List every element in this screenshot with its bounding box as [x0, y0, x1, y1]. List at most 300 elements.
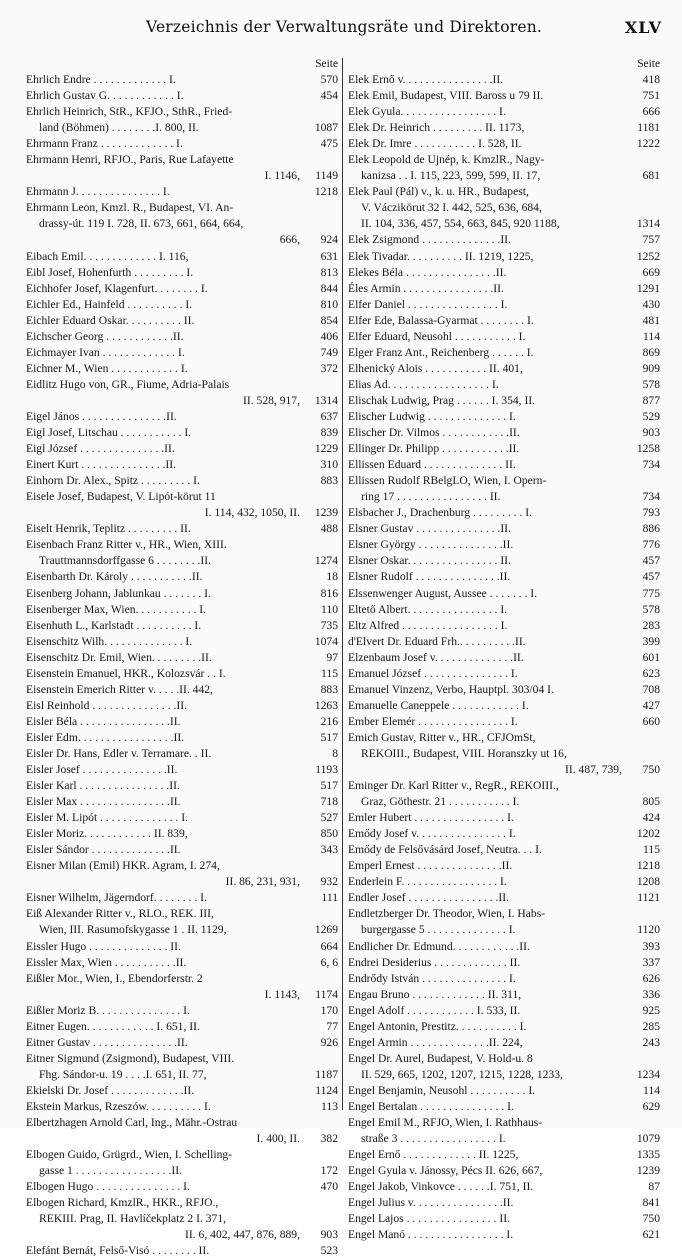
index-entry-line [26, 1067, 338, 1083]
page-ref: 454 [320, 89, 338, 103]
page-ref: 372 [320, 361, 338, 375]
index-entry-line [348, 714, 660, 730]
page-ref: 749 [320, 345, 338, 359]
index-entry-line [26, 987, 338, 1003]
column-divider [342, 58, 343, 1110]
index-entry-line [348, 1019, 660, 1035]
page-ref: 172 [320, 1164, 338, 1178]
entry-text: Engel Julius v. . . . . . . . . . . . . . . .II. [348, 1196, 514, 1210]
index-entry-line [26, 906, 338, 922]
entry-text: Einhorn Dr. Alex., Spitz . . . . . . . . . I. [26, 474, 200, 488]
index-entry-line [26, 762, 338, 778]
entry-text: II. 86, 231, 931, [225, 875, 300, 889]
entry-text: Endler Josef . . . . . . . . . . . . . . . .II. [348, 891, 509, 905]
index-entry-line [26, 265, 338, 281]
entry-text: Engel Lajos . . . . . . . . . . . . . . . . II. [348, 1212, 510, 1226]
entry-text: Ekielski Dr. Josef . . . . . . . . . . . . .II. [26, 1083, 195, 1097]
page-ref: 470 [320, 1180, 338, 1194]
index-entry-line [348, 634, 660, 650]
page-ref: 1263 [314, 698, 338, 712]
entry-text: Eichmayer Ivan . . . . . . . . . . . . . I. [26, 345, 185, 359]
index-entry-line [348, 922, 660, 938]
page-ref: 637 [320, 409, 338, 423]
index-entry-line [348, 1147, 660, 1163]
index-entry-line [26, 618, 338, 634]
page-ref: 77 [326, 1019, 338, 1033]
index-entry-line [26, 72, 338, 88]
index-entry-line [26, 537, 338, 553]
entry-text: II. 528, 917, [243, 393, 300, 407]
page-ref: 343 [320, 843, 338, 857]
index-entry-line [348, 409, 660, 425]
entry-text: Elger Franz Ant., Reichenberg . . . . . . I. [348, 345, 534, 359]
page-ref: 883 [320, 474, 338, 488]
index-entry-line [348, 1067, 660, 1083]
page-ref: 488 [320, 522, 338, 536]
page-ref: 114 [643, 329, 660, 343]
index-entry-line [348, 553, 660, 569]
entry-text: Ellissen Rudolf RBelgLO, Wien, I. Opern- [348, 474, 547, 488]
index-entry-line [348, 168, 660, 184]
right-column [348, 56, 660, 1243]
index-entry-line [26, 1035, 338, 1051]
entry-text: Eltz Alfred . . . . . . . . . . . . . . . . . I. [348, 618, 508, 632]
entry-text: Eichscher Georg . . . . . . . . . . . .II. [26, 329, 184, 343]
index-entry-line [348, 586, 660, 602]
index-entry-line [348, 200, 660, 216]
index-entry-line [348, 698, 660, 714]
entry-text: Ekstein Markus, Rzeszów. . . . . . . . . . I. [26, 1100, 211, 1113]
index-entry-line [348, 602, 660, 618]
entry-text: Eissler Hugo . . . . . . . . . . . . . . II. [26, 939, 181, 953]
index-entry-line [26, 88, 338, 104]
index-entry-line [348, 955, 660, 971]
entry-text: Ehrmann Leon, Kmzl. R., Budapest, VI. An- [26, 201, 234, 215]
page-ref: 115 [321, 666, 338, 680]
entry-text: Eisler Sándor . . . . . . . . . . . . . .II. [26, 843, 181, 857]
page-ref: 1269 [314, 923, 338, 937]
index-entry-line [26, 810, 338, 826]
index-entry-line [348, 72, 660, 88]
entry-text: Eisler Karl . . . . . . . . . . . . . . . .II. [26, 779, 180, 793]
page-ref: 734 [642, 458, 660, 472]
page-ref: 336 [642, 987, 660, 1001]
page-ref: 844 [320, 281, 338, 295]
entry-text: Eisenberg Johann, Jablunkau . . . . . . . I. [26, 586, 211, 600]
index-entry-line [348, 682, 660, 698]
entry-text: Ehrlich Heinrich, StR., KFJO., SthR., Fried- [26, 105, 233, 119]
index-entry-line [26, 184, 338, 200]
index-entry-line [26, 746, 338, 762]
entry-text: Eminger Dr. Karl Ritter v., RegR., REKOIII., [348, 779, 559, 793]
page-ref: 926 [320, 1035, 338, 1049]
entry-text: Eisenschitz Wilh. . . . . . . . . . . . . . I. [26, 634, 193, 648]
page-ref: 18 [326, 570, 338, 584]
page-ref: 734 [642, 490, 660, 504]
index-entry-line [348, 216, 660, 232]
entry-text: Engel Manó . . . . . . . . . . . . . . . . . I. [348, 1228, 514, 1242]
index-entry-line [26, 1243, 338, 1259]
page-ref: 427 [642, 698, 660, 712]
entry-text: Eisl Reinhold . . . . . . . . . . . . . . .II. [26, 698, 188, 712]
page-ref: 708 [642, 682, 660, 696]
entry-text: Emich Gustav, Ritter v., HR., CFJOmSt, [348, 730, 536, 744]
index-entry-line [348, 361, 660, 377]
entry-text: Éles Armin . . . . . . . . . . . . . . . .II. [348, 281, 504, 295]
index-entry-line [26, 313, 338, 329]
index-entry-line [348, 313, 660, 329]
entry-text: Eisenstein Emanuel, HKR., Kolozsvár . . I. [26, 666, 226, 680]
page-ref: 925 [642, 1003, 660, 1017]
index-entry-line [348, 858, 660, 874]
index-entry-line [348, 249, 660, 265]
entry-text: Elsner Rudolf . . . . . . . . . . . . . . .II. [348, 570, 511, 584]
entry-text: Ellinger Dr. Philipp . . . . . . . . . . . .II. [348, 442, 520, 456]
index-entry-line [26, 698, 338, 714]
index-entry-line [348, 1227, 660, 1243]
index-entry-line [348, 1099, 660, 1115]
index-entry-line [26, 281, 338, 297]
page-ref: 527 [320, 811, 338, 825]
page-ref: 1174 [315, 987, 338, 1001]
index-entry-line [26, 939, 338, 955]
page-ref: 570 [320, 73, 338, 86]
index-entry-line [26, 409, 338, 425]
page-ref: 424 [642, 811, 660, 825]
page-ref: 8 [332, 746, 338, 760]
index-entry-line [26, 1131, 338, 1147]
page-ref: 1218 [314, 185, 338, 199]
page-ref: 666 [642, 105, 660, 119]
entry-text: Elek Emil, Budapest, VIII. Baross u 79 II. [348, 89, 544, 103]
page-ref: 669 [642, 265, 660, 279]
index-entry-line [348, 1051, 660, 1067]
index-entry-line [26, 377, 338, 393]
page-ref: 810 [320, 297, 338, 311]
entry-text: drassy-út. 119 I. 728, II. 673, 661, 664, 664, [39, 217, 244, 231]
entry-text: burgergasse 5 . . . . . . . . . . . . . . I. [361, 923, 516, 937]
entry-text: Elek Ernő v. . . . . . . . . . . . . . . .II. [348, 73, 504, 86]
entry-text: Eisler Moriz. . . . . . . . . . . . II. 839, [26, 827, 188, 841]
entry-text: Elzenbaum Josef v. . . . . . . . . . . . . .II. [348, 650, 524, 664]
page-ref: 523 [320, 1244, 338, 1258]
page-ref: 751 [642, 89, 660, 103]
page-ref: 1087 [314, 121, 338, 135]
page-ref: 660 [642, 714, 660, 728]
entry-text: Eichler Eduard Oskar. . . . . . . . . . II. [26, 313, 195, 327]
page-ref: 1274 [314, 554, 338, 568]
index-entry-line [348, 666, 660, 682]
index-entry-line [26, 1051, 338, 1067]
entry-text: V. Váczikörut 32 I. 442, 525, 636, 684, [361, 201, 542, 215]
index-entry-line [26, 586, 338, 602]
entry-text: Eisner Wilhelm, Jägerndorf. . . . . . . . I. [26, 891, 207, 905]
page-ref: 1252 [636, 249, 660, 263]
index-entry-line [348, 569, 660, 585]
page-ref: 382 [320, 1132, 338, 1146]
index-entry-line [26, 650, 338, 666]
entry-text: Fhg. Sándor-u. 19 . . . .I. 651, II. 77, [39, 1067, 207, 1081]
entry-text: Eißler Mor., Wien, I., Ebendorferstr. 2 [26, 971, 203, 985]
entry-text: Eiselt Henrik, Teplitz . . . . . . . . . II. [26, 522, 191, 536]
entry-text: Eisler Edm. . . . . . . . . . . . . . . . .II. [26, 730, 185, 744]
entry-text: Eisner Milan (Emil) HKR. Agram, I. 274, [26, 859, 220, 873]
entry-text: Emanuel József . . . . . . . . . . . . . . . I. [348, 666, 518, 680]
entry-text: I. 400, II. [256, 1132, 300, 1146]
page-ref: 877 [642, 393, 660, 407]
page-ref: 775 [642, 586, 660, 600]
page-number: XLV [624, 18, 662, 37]
index-entry-line [26, 441, 338, 457]
page-ref: 1074 [314, 634, 338, 648]
entry-text: Elsner Gustav . . . . . . . . . . . . . . .II. [348, 522, 511, 536]
index-entry-line [348, 987, 660, 1003]
index-entry-line [26, 553, 338, 569]
index-entry-line [348, 184, 660, 200]
entry-text: Eisler Béla . . . . . . . . . . . . . . . .II. [26, 714, 181, 728]
entry-text: Elefánt Bernát, Felső-Visó . . . . . . . . II. [26, 1244, 210, 1258]
entry-text: Emődy Josef v. . . . . . . . . . . . . . . . I. [348, 827, 516, 841]
entry-text: Elssenwenger August, Aussee . . . . . . . I. [348, 586, 538, 600]
index-entry-line [348, 874, 660, 890]
entry-text: Eisenhuth L., Karlstadt . . . . . . . . . . I. [26, 618, 202, 632]
page-ref: 481 [642, 313, 660, 327]
index-entry-line [26, 874, 338, 890]
page-ref: 839 [320, 426, 338, 440]
index-entry-line [26, 120, 338, 136]
entry-text: Elbogen Hugo . . . . . . . . . . . . . . . I. [26, 1180, 190, 1194]
index-entry-line [348, 265, 660, 281]
index-entry-line [348, 473, 660, 489]
page-ref: 216 [320, 714, 338, 728]
page-ref: 664 [320, 939, 338, 953]
index-entry-line [348, 152, 660, 168]
index-entry-line [348, 136, 660, 152]
index-entry-line [348, 425, 660, 441]
page-ref: 1208 [636, 875, 660, 889]
entry-text: REKOIII., Budapest, VIII. Horanszky ut 16, [361, 746, 567, 760]
entry-text: kanizsa . . I. 115, 223, 599, 599, II. 17, [361, 169, 541, 183]
page-ref: 924 [320, 233, 338, 247]
index-entry-line [26, 1083, 338, 1099]
entry-text: Elek Paul (Pál) v., k. u. HR., Budapest, [348, 185, 529, 199]
entry-text: Engel Benjamin, Neusohl . . . . . . . . . . I. [348, 1083, 536, 1097]
entry-text: II. 487, 739, [565, 763, 622, 777]
index-entry-line [348, 457, 660, 473]
index-entry-line [26, 361, 338, 377]
page-ref: 841 [642, 1196, 660, 1210]
index-entry-line [26, 216, 338, 232]
page-ref: 457 [642, 554, 660, 568]
entry-text: Eisler Max . . . . . . . . . . . . . . . .II. [26, 795, 181, 809]
index-entry-line [348, 1083, 660, 1099]
page-ref: 517 [320, 730, 338, 744]
entry-text: Eisenstein Emerich Ritter v. . . . .II. 442, [26, 682, 213, 696]
index-entry-line [26, 489, 338, 505]
index-entry-line [348, 1211, 660, 1227]
page-ref: 1121 [637, 891, 660, 905]
page-ref: 1079 [636, 1132, 660, 1146]
index-entry-line [26, 682, 338, 698]
index-entry-line [26, 329, 338, 345]
page-ref: 1314 [314, 393, 338, 407]
entry-text: Elischer Dr. Vilmos . . . . . . . . . . . .II. [348, 426, 520, 440]
entry-text: Eisenschitz Dr. Emil, Wien. . . . . . . . .II. [26, 650, 212, 664]
page-ref: 457 [642, 570, 660, 584]
entry-text: Engel Adolf . . . . . . . . . . . . I. 533, II. [348, 1003, 521, 1017]
entry-text: ring 17 . . . . . . . . . . . . . . . . II. [361, 490, 501, 504]
page-ref: 623 [642, 666, 660, 680]
entry-text: Engel Emil M., RFJO, Wien, I. Rathhaus- [348, 1116, 543, 1130]
entry-text: Eidlitz Hugo von, GR., Fiume, Adria-Palais [26, 377, 230, 391]
page-ref: 718 [320, 795, 338, 809]
entry-text: Ehrmann Henri, RFJO., Paris, Rue Lafayette [26, 153, 234, 167]
index-entry-line [348, 104, 660, 120]
index-entry-line [26, 1179, 338, 1195]
page-ref: 621 [642, 1228, 660, 1242]
page-ref: 337 [642, 955, 660, 969]
page-ref: 1149 [315, 169, 338, 183]
entry-text: Elfer Daniel . . . . . . . . . . . . . . . . I. [348, 297, 508, 311]
page-ref: 111 [321, 891, 338, 905]
page-ref: 393 [642, 939, 660, 953]
entry-text: Ehrlich Gustav G. . . . . . . . . . . . I. [26, 89, 184, 103]
entry-text: II. 104, 336, 457, 554, 663, 845, 920 1188, [361, 217, 560, 231]
entry-text: Elfer Ede, Balassa-Gyarmat . . . . . . . . I. [348, 313, 534, 327]
entry-text: Ehrmann J. . . . . . . . . . . . . . . I. [26, 185, 170, 199]
page-ref: 578 [642, 602, 660, 616]
entry-text: Eitner Gustav . . . . . . . . . . . . . . .II. [26, 1035, 188, 1049]
page-ref: 1229 [314, 442, 338, 456]
page-ref: 750 [642, 1212, 660, 1226]
page-header [26, 18, 662, 42]
entry-text: Elhenický Alois . . . . . . . . . . . II. 401, [348, 361, 523, 375]
index-entry-line [26, 104, 338, 120]
page-ref: 475 [320, 137, 338, 151]
entry-text: Eisenberger Max, Wien. . . . . . . . . . . I. [26, 602, 207, 616]
index-entry-line [26, 666, 338, 682]
page-ref: 629 [642, 1100, 660, 1113]
entry-text: Eitner Sigmund (Zsigmond), Budapest, VIII. [26, 1051, 235, 1065]
entry-text: Engel Jakob, Vinkovce . . . . . .I. 751, II. [348, 1180, 534, 1194]
entry-text: II. 529, 665, 1202, 1207, 1215, 1228, 1233, [361, 1067, 563, 1081]
index-entry-line [348, 730, 660, 746]
entry-text: Eisenbach Franz Ritter v., HR., Wien, XIII. [26, 538, 227, 552]
entry-text: Emanuelle Caneppele . . . . . . . . . . . . I. [348, 698, 529, 712]
entry-text: Eigl József . . . . . . . . . . . . . . .II. [26, 442, 175, 456]
page-ref: 406 [320, 329, 338, 343]
page-ref: 626 [642, 971, 660, 985]
index-entry-line [348, 329, 660, 345]
entry-text: Endlicher Dr. Edmund. . . . . . . . . . . .II. [348, 939, 530, 953]
page-ref: 776 [642, 538, 660, 552]
index-entry-line [26, 232, 338, 248]
entry-text: Elbogen Richard, KmzlR., HKR., RFJO., [26, 1196, 219, 1210]
left-column [26, 56, 338, 1259]
index-entry-line [26, 634, 338, 650]
page-ref: 1193 [315, 763, 338, 777]
entry-text: I. 1146, [264, 169, 300, 183]
page-ref: 1291 [636, 281, 660, 295]
entry-text: Endrei Desiderius . . . . . . . . . . . . . II. [348, 955, 521, 969]
index-entry-line [348, 810, 660, 826]
index-entry-line [26, 152, 338, 168]
index-entry-line [26, 1211, 338, 1227]
index-entry-line [348, 746, 660, 762]
page-ref: 170 [320, 1003, 338, 1017]
index-entry-line [348, 1035, 660, 1051]
entry-text: Eissler Max, Wien . . . . . . . . . . .II. [26, 955, 187, 969]
page-ref: 757 [642, 233, 660, 247]
page-ref: 816 [320, 586, 338, 600]
entry-text: Elischak Ludwig, Prag . . . . . . I. 354, II. [348, 393, 536, 407]
entry-text: Ehrlich Endre . . . . . . . . . . . . . I. [26, 73, 176, 86]
entry-text: d'Elvert Dr. Eduard Frh.. . . . . . . . . .II. [348, 634, 526, 648]
index-entry-line [348, 618, 660, 634]
index-entry-line [348, 778, 660, 794]
entry-text: Eißler Moriz B. . . . . . . . . . . . . . . I. [26, 1003, 190, 1017]
entry-text: Eiß Alexander Ritter v., RLO., REK. III, [26, 907, 214, 921]
index-entry-line [26, 602, 338, 618]
index-entry-line [26, 457, 338, 473]
index-entry-line [26, 569, 338, 585]
index-entry-line [348, 441, 660, 457]
page-ref: 1187 [315, 1067, 338, 1081]
index-entry-line [26, 1195, 338, 1211]
page-ref: 243 [642, 1035, 660, 1049]
index-entry-line [26, 1163, 338, 1179]
page-ref: 850 [320, 827, 338, 841]
entry-text: Eisele Josef, Budapest, V. Lipót-körut 11 [26, 490, 216, 504]
left-column-header: Seite [315, 58, 338, 70]
page-ref: 310 [320, 458, 338, 472]
entry-text: Ember Elemér . . . . . . . . . . . . . . . . I. [348, 714, 518, 728]
index-entry-line [348, 377, 660, 393]
entry-text: Eisler M. Lipót . . . . . . . . . . . . . . I. [26, 811, 188, 825]
page-ref: 517 [320, 779, 338, 793]
page-ref: 1218 [636, 859, 660, 873]
index-entry-line [26, 922, 338, 938]
entry-text: gasse 1 . . . . . . . . . . . . . . . . .II. [39, 1164, 182, 1178]
page-ref: 1120 [637, 923, 660, 937]
index-entry-line [26, 971, 338, 987]
page-ref: 735 [320, 618, 338, 632]
entry-text: Elfer Eduard, Neusohl . . . . . . . . . . . I. [348, 329, 526, 343]
entry-text: Engel Antonin, Prestitz. . . . . . . . . . . I. [348, 1019, 527, 1033]
entry-text: Emler Hubert . . . . . . . . . . . . . . . . I. [348, 811, 514, 825]
entry-text: Elek Dr. Imre . . . . . . . . . . . I. 528, II. [348, 137, 522, 151]
entry-text: Elek Gyula. . . . . . . . . . . . . . . . . I. [348, 105, 506, 119]
entry-text: Elias Ad. . . . . . . . . . . . . . . . . . I. [348, 377, 499, 391]
index-entry-line [26, 794, 338, 810]
entry-text: Emperl Ernest . . . . . . . . . . . . . . .II. [348, 859, 513, 873]
index-entry-line [348, 537, 660, 553]
entry-text: Elsner Oskar. . . . . . . . . . . . . . . . II. [348, 554, 511, 568]
entry-text: Engel Gyula v. Jánossy, Pécs II. 626, 667, [348, 1164, 543, 1178]
index-entry-line [348, 826, 660, 842]
entry-text: Eisenbarth Dr. Károly . . . . . . . . . . .II. [26, 570, 203, 584]
index-entry-line [348, 232, 660, 248]
page-ref: 283 [642, 618, 660, 632]
page-ref: 813 [320, 265, 338, 279]
page-ref: 114 [643, 1083, 660, 1097]
page-ref: 110 [321, 602, 338, 616]
entry-text: Elek Dr. Heinrich . . . . . . . . . II. 1173, [348, 121, 525, 135]
index-entry-line [26, 345, 338, 361]
entry-text: Elischer Ludwig . . . . . . . . . . . . . . I. [348, 409, 516, 423]
index-entry-line [348, 1003, 660, 1019]
entry-text: Engau Bruno . . . . . . . . . . . . . II. 311, [348, 987, 522, 1001]
